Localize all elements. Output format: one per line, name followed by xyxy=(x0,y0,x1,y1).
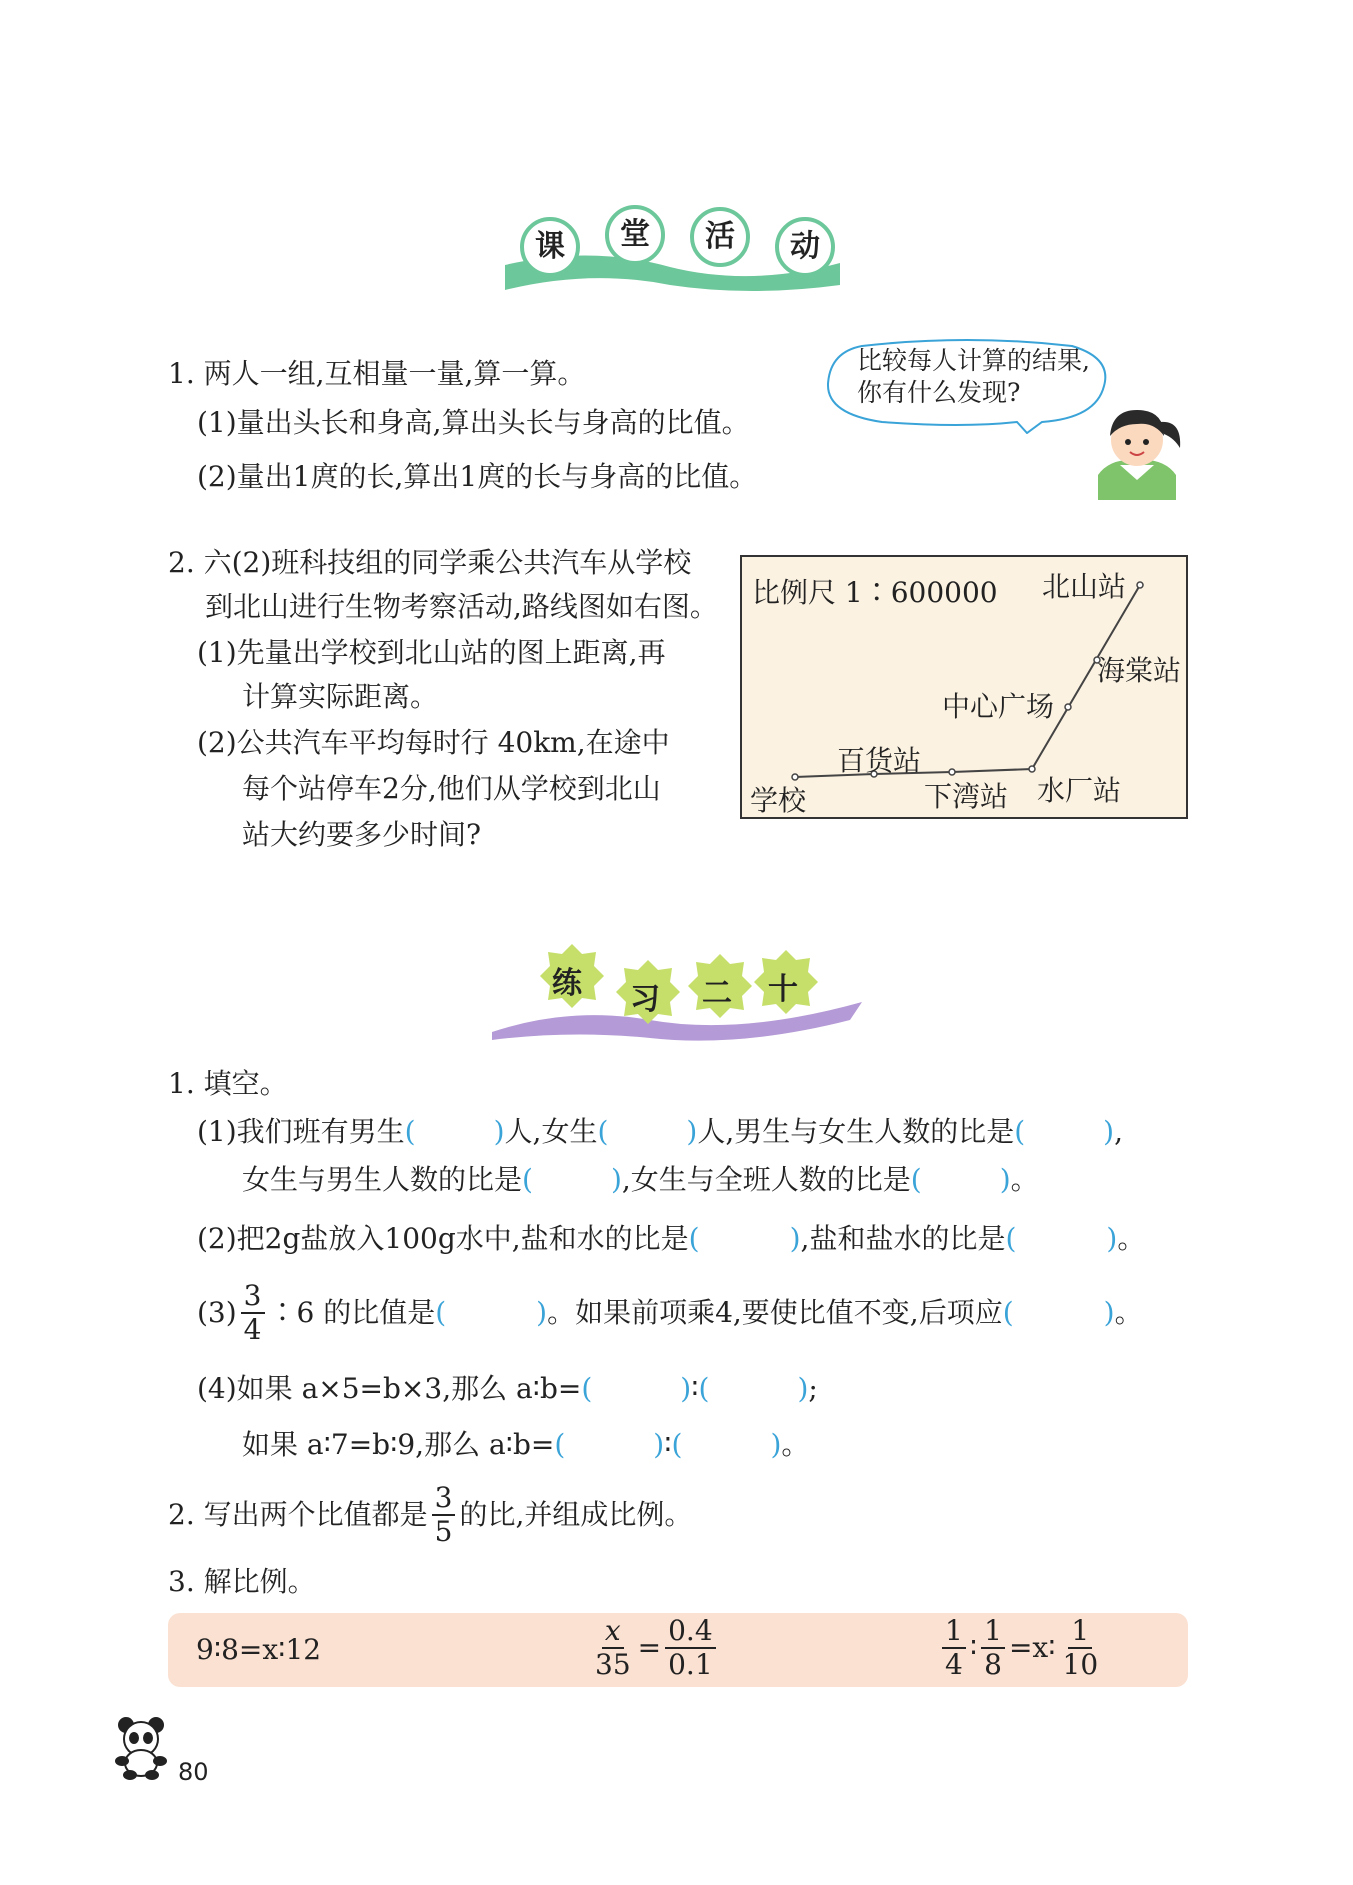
bubble-line-1: 比较每人计算的结果, xyxy=(857,346,1090,375)
station-dot-center xyxy=(1065,704,1071,710)
girl-illustration xyxy=(1090,400,1185,500)
map-label-north: 北山站 xyxy=(1042,570,1127,603)
exercise-banner-char-2: 习 xyxy=(630,982,660,1017)
activity-q2-1a: (1)先量出学校到北山站的图上距离,再 xyxy=(197,636,666,669)
exercise-q1-4a: (4)如果 a×5=b×3,那么 a∶b=( )∶( ); xyxy=(197,1372,818,1405)
speech-bubble xyxy=(822,338,1112,434)
exercise-banner-char-1: 练 xyxy=(552,966,582,1001)
exercise-banner-char-3: 二 xyxy=(702,976,732,1011)
map-label-shuichang: 水厂站 xyxy=(1037,774,1122,807)
exercise-q1-1a: (1)我们班有男生( )人,女生( )人,男生与女生人数的比是( ), xyxy=(197,1115,1124,1148)
map-label-haitang: 海棠站 xyxy=(1097,654,1182,687)
exercise-q3: 3. 解比例。 xyxy=(168,1565,316,1598)
bubble-line-2: 你有什么发现? xyxy=(857,378,1021,407)
route-map xyxy=(740,555,1188,819)
exercise-q1-3: (3) $\frac{3}{4}$ ∶6 的比值是 ( ) 。如果前项乘4,要使比值不变,后项应 ( ) 。 xyxy=(197,1279,1143,1346)
exercise-q1-2: (2)把2g盐放入100g水中,盐和水的比是( ),盐和盐水的比是( )。 xyxy=(197,1222,1146,1255)
exercise-q1: 1. 填空。 xyxy=(168,1067,288,1100)
map-label-school: 学校 xyxy=(750,784,807,817)
activity-q1-1: (1)量出头长和身高,算出头长与身高的比值。 xyxy=(197,406,750,439)
exercise-banner-char-4: 十 xyxy=(768,972,798,1007)
equation-2: $\frac{x}{35}$ = $\frac{0.4}{0.1}$ xyxy=(588,1617,720,1679)
exercise-q2: 2. 写出两个比值都是 $\frac{3}{5}$ 的比,并组成比例。 xyxy=(168,1481,693,1548)
fraction-3-4: $\frac{3}{4}$ xyxy=(241,1282,265,1344)
proportion-equations-bar xyxy=(168,1613,1188,1687)
map-label-baihuo: 百货站 xyxy=(837,744,922,777)
map-scale: 比例尺 1∶600000 xyxy=(752,576,998,609)
page-number: 80 xyxy=(178,1758,209,1786)
activity-q1-2: (2)量出1庹的长,算出1庹的长与身高的比值。 xyxy=(197,460,758,493)
activity-q2-2a: (2)公共汽车平均每时行 40km,在途中 xyxy=(197,726,670,759)
activity-banner-char-3: 活 xyxy=(690,207,750,267)
fraction-3-5: $\frac{3}{5}$ xyxy=(432,1484,456,1546)
map-label-xiawan: 下湾站 xyxy=(924,780,1009,813)
activity-q2-line1: 2. 六(2)班科技组的同学乘公共汽车从学校 xyxy=(168,546,692,579)
activity-banner-char-1: 课 xyxy=(520,217,580,277)
activity-q2-line2: 到北山进行生物考察活动,路线图如右图。 xyxy=(205,590,718,623)
activity-q2-2c: 站大约要多少时间? xyxy=(242,818,482,851)
panda-icon xyxy=(112,1715,172,1780)
station-dot-north xyxy=(1137,582,1143,588)
activity-banner-char-2: 堂 xyxy=(605,205,665,265)
exercise-banner xyxy=(490,940,865,1045)
map-label-center: 中心广场 xyxy=(942,690,1055,723)
equation-1: 9∶8=x∶12 xyxy=(196,1633,322,1666)
station-dot-shuichang xyxy=(1029,766,1035,772)
equation-3: $\frac{1}{4}$ ∶ $\frac{1}{8}$ =x∶ $\frac{1}{10}$ xyxy=(938,1617,1105,1679)
exercise-banner-stars xyxy=(490,940,865,1045)
activity-banner-char-4: 动 xyxy=(775,217,835,277)
exercise-q1-1b: 女生与男生人数的比是( ),女生与全班人数的比是( )。 xyxy=(242,1163,1039,1196)
exercise-q1-4b: 如果 a∶7=b∶9,那么 a∶b=( )∶( )。 xyxy=(242,1428,810,1461)
activity-q2-1b: 计算实际距离。 xyxy=(242,680,439,713)
activity-q2-2b: 每个站停车2分,他们从学校到北山 xyxy=(242,772,661,805)
activity-q1: 1. 两人一组,互相量一量,算一算。 xyxy=(168,357,586,390)
activity-banner xyxy=(500,205,845,295)
